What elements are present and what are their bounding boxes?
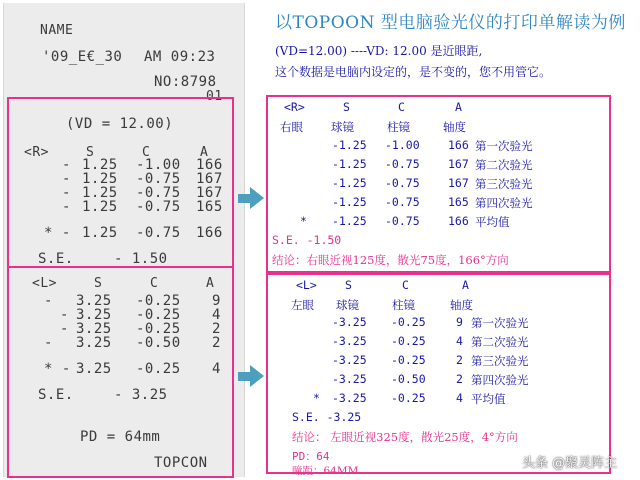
reading-row-c: -1.00: [136, 157, 181, 173]
record-number-sub: 01: [206, 89, 223, 104]
row-label: 第一次验光: [471, 316, 529, 330]
pd-value: PD = 64mm: [80, 429, 161, 445]
avg-mark: *: [313, 391, 320, 405]
reading-row-c: -0.75: [136, 199, 181, 215]
col-s-header: S: [343, 100, 350, 114]
left-se-value: - 3.25: [114, 387, 168, 403]
eye-code: <L>: [296, 278, 317, 292]
avg-label: 平均值: [471, 392, 506, 406]
reading-row-mark: -: [62, 171, 71, 187]
reading-row-c: -0.25: [136, 307, 181, 323]
reading-row-mark: -: [60, 321, 69, 337]
row-s: -3.25: [332, 353, 367, 367]
reading-row-c: -0.75: [136, 185, 181, 201]
print-date: '09_E€_30: [42, 49, 123, 65]
avg-label: 平均值: [475, 215, 510, 229]
right-conclusion: 结论：右眼近视125度，散光75度，166°方向: [272, 253, 509, 267]
reading-row-a: 167: [196, 171, 223, 187]
left-avg-a: 4: [212, 361, 221, 377]
row-label: 第二次验光: [475, 158, 533, 172]
reading-row-s: 3.25: [76, 293, 112, 309]
reading-row-s: 3.25: [76, 321, 112, 337]
row-c: -1.00: [385, 138, 420, 152]
reading-row-a: 4: [212, 307, 221, 323]
reading-row-mark: -: [62, 185, 71, 201]
reading-row-a: 165: [196, 199, 223, 215]
col-c-header: C: [402, 278, 409, 292]
right-se: S.E. -1.50: [272, 233, 342, 247]
row-a: 167: [448, 176, 469, 190]
row-label: 第一次验光: [475, 139, 533, 153]
col-a-header: A: [462, 278, 469, 292]
reading-row-s: 1.25: [82, 171, 118, 187]
row-a: 4: [456, 334, 463, 348]
row-a: 167: [448, 157, 469, 171]
reading-row-a: 167: [196, 185, 223, 201]
row-a: 2: [456, 353, 463, 367]
left-conclusion: 结论： 左眼近视325度，散光25度，4°方向: [292, 430, 518, 444]
avg-s: -3.25: [332, 391, 367, 405]
reading-row-s: 1.25: [82, 199, 118, 215]
row-s: -3.25: [332, 334, 367, 348]
row-label: 第三次验光: [475, 177, 533, 191]
cylinder-label: 柱镜: [392, 298, 415, 312]
col-a-header: A: [206, 276, 215, 291]
row-a: 166: [448, 138, 469, 152]
eye-code: <R>: [284, 100, 305, 114]
vd-note-line-1: (VD=12.00) ----VD: 12.00 是近眼距,: [275, 44, 483, 58]
col-c-header: C: [142, 145, 151, 160]
brand-name: TOPCON: [154, 455, 208, 471]
reading-row-a: 166: [196, 157, 223, 173]
cylinder-label: 柱镜: [387, 120, 410, 134]
record-number: NO:8798: [154, 74, 217, 90]
reading-row-mark: -: [60, 307, 69, 323]
col-c-header: C: [398, 100, 405, 114]
reading-row-s: 3.25: [76, 307, 112, 323]
row-label: 第四次验光: [475, 196, 533, 210]
reading-row-c: -0.25: [136, 321, 181, 337]
right-avg-a: 166: [196, 225, 223, 241]
row-c: -0.25: [391, 353, 426, 367]
axis-label: 轴度: [443, 120, 466, 134]
left-se: S.E. -3.25: [292, 410, 362, 424]
vd-note-line-2: 这个数据是电脑内设定的，是不变的，您不用管它。: [275, 65, 552, 79]
right-eye-highlight-box: [7, 97, 234, 268]
reading-row-mark: -: [44, 335, 53, 351]
row-c: -0.50: [391, 372, 426, 386]
row-c: -0.75: [385, 157, 420, 171]
row-a: 165: [448, 195, 469, 209]
reading-row-a: 2: [212, 321, 221, 337]
right-se-label: S.E.: [38, 251, 74, 267]
right-avg-s: 1.25: [82, 225, 118, 241]
row-label: 第二次验光: [471, 335, 529, 349]
eye-name: 右眼: [280, 120, 303, 134]
col-a-header: A: [200, 145, 209, 160]
reading-row-c: -0.75: [136, 171, 181, 187]
axis-label: 轴度: [450, 298, 473, 312]
watermark: 头条 @聚灵阵主: [522, 456, 618, 471]
page-title: 以TOPOON 型电脑验光仪的打印单解读为例: [275, 13, 626, 33]
right-avg-c: -0.75: [136, 225, 181, 241]
avg-c: -0.75: [385, 214, 420, 228]
col-c-header: C: [150, 276, 159, 291]
row-c: -0.25: [391, 315, 426, 329]
reading-row-c: -0.50: [136, 335, 181, 351]
row-label: 第四次验光: [471, 373, 529, 387]
col-s-header: S: [94, 276, 103, 291]
reading-row-s: 1.25: [82, 185, 118, 201]
name-label: NAME: [40, 23, 74, 38]
left-avg-s: 3.25: [76, 361, 112, 377]
row-c: -0.75: [385, 195, 420, 209]
right-avg-mark: * -: [44, 225, 71, 241]
right-se-value: - 1.50: [114, 251, 168, 267]
sphere-label: 球镜: [336, 298, 359, 312]
reading-row-a: 2: [212, 335, 221, 351]
avg-mark: *: [300, 214, 307, 228]
eye-name: 左眼: [291, 298, 314, 312]
row-s: -1.25: [332, 176, 367, 190]
row-s: -3.25: [332, 372, 367, 386]
left-se-label: S.E.: [38, 387, 74, 403]
pupil-distance-note: 瞳距：64MM: [292, 465, 359, 477]
reading-row-s: 3.25: [76, 335, 112, 351]
left-eye-highlight-box: [7, 266, 234, 478]
reading-row-mark: -: [62, 157, 71, 173]
col-s-header: S: [345, 278, 352, 292]
row-a: 2: [456, 372, 463, 386]
col-a-header: A: [455, 100, 462, 114]
left-avg-c: -0.25: [136, 361, 181, 377]
row-c: -0.25: [391, 334, 426, 348]
row-s: -1.25: [332, 138, 367, 152]
right-eye-label: <R>: [24, 145, 49, 160]
left-avg-mark: * -: [44, 361, 71, 377]
reading-row-c: -0.25: [136, 293, 181, 309]
left-eye-label: <L>: [32, 276, 57, 291]
row-s: -3.25: [332, 315, 367, 329]
row-c: -0.75: [385, 176, 420, 190]
reading-row-a: 9: [212, 293, 221, 309]
avg-a: 166: [448, 214, 469, 228]
sphere-label: 球镜: [331, 120, 354, 134]
avg-c: -0.25: [391, 391, 426, 405]
avg-s: -1.25: [332, 214, 367, 228]
reading-row-mark: -: [44, 293, 53, 309]
row-a: 9: [456, 315, 463, 329]
vd-setting: (VD = 12.00): [66, 116, 174, 132]
reading-row-mark: -: [62, 199, 71, 215]
row-s: -1.25: [332, 157, 367, 171]
col-s-header: S: [86, 145, 95, 160]
row-s: -1.25: [332, 195, 367, 209]
row-label: 第三次验光: [471, 354, 529, 368]
pd-note: PD：64: [292, 450, 330, 463]
print-time: AM 09:23: [144, 49, 216, 65]
reading-row-s: 1.25: [82, 157, 118, 173]
avg-a: 4: [456, 391, 463, 405]
